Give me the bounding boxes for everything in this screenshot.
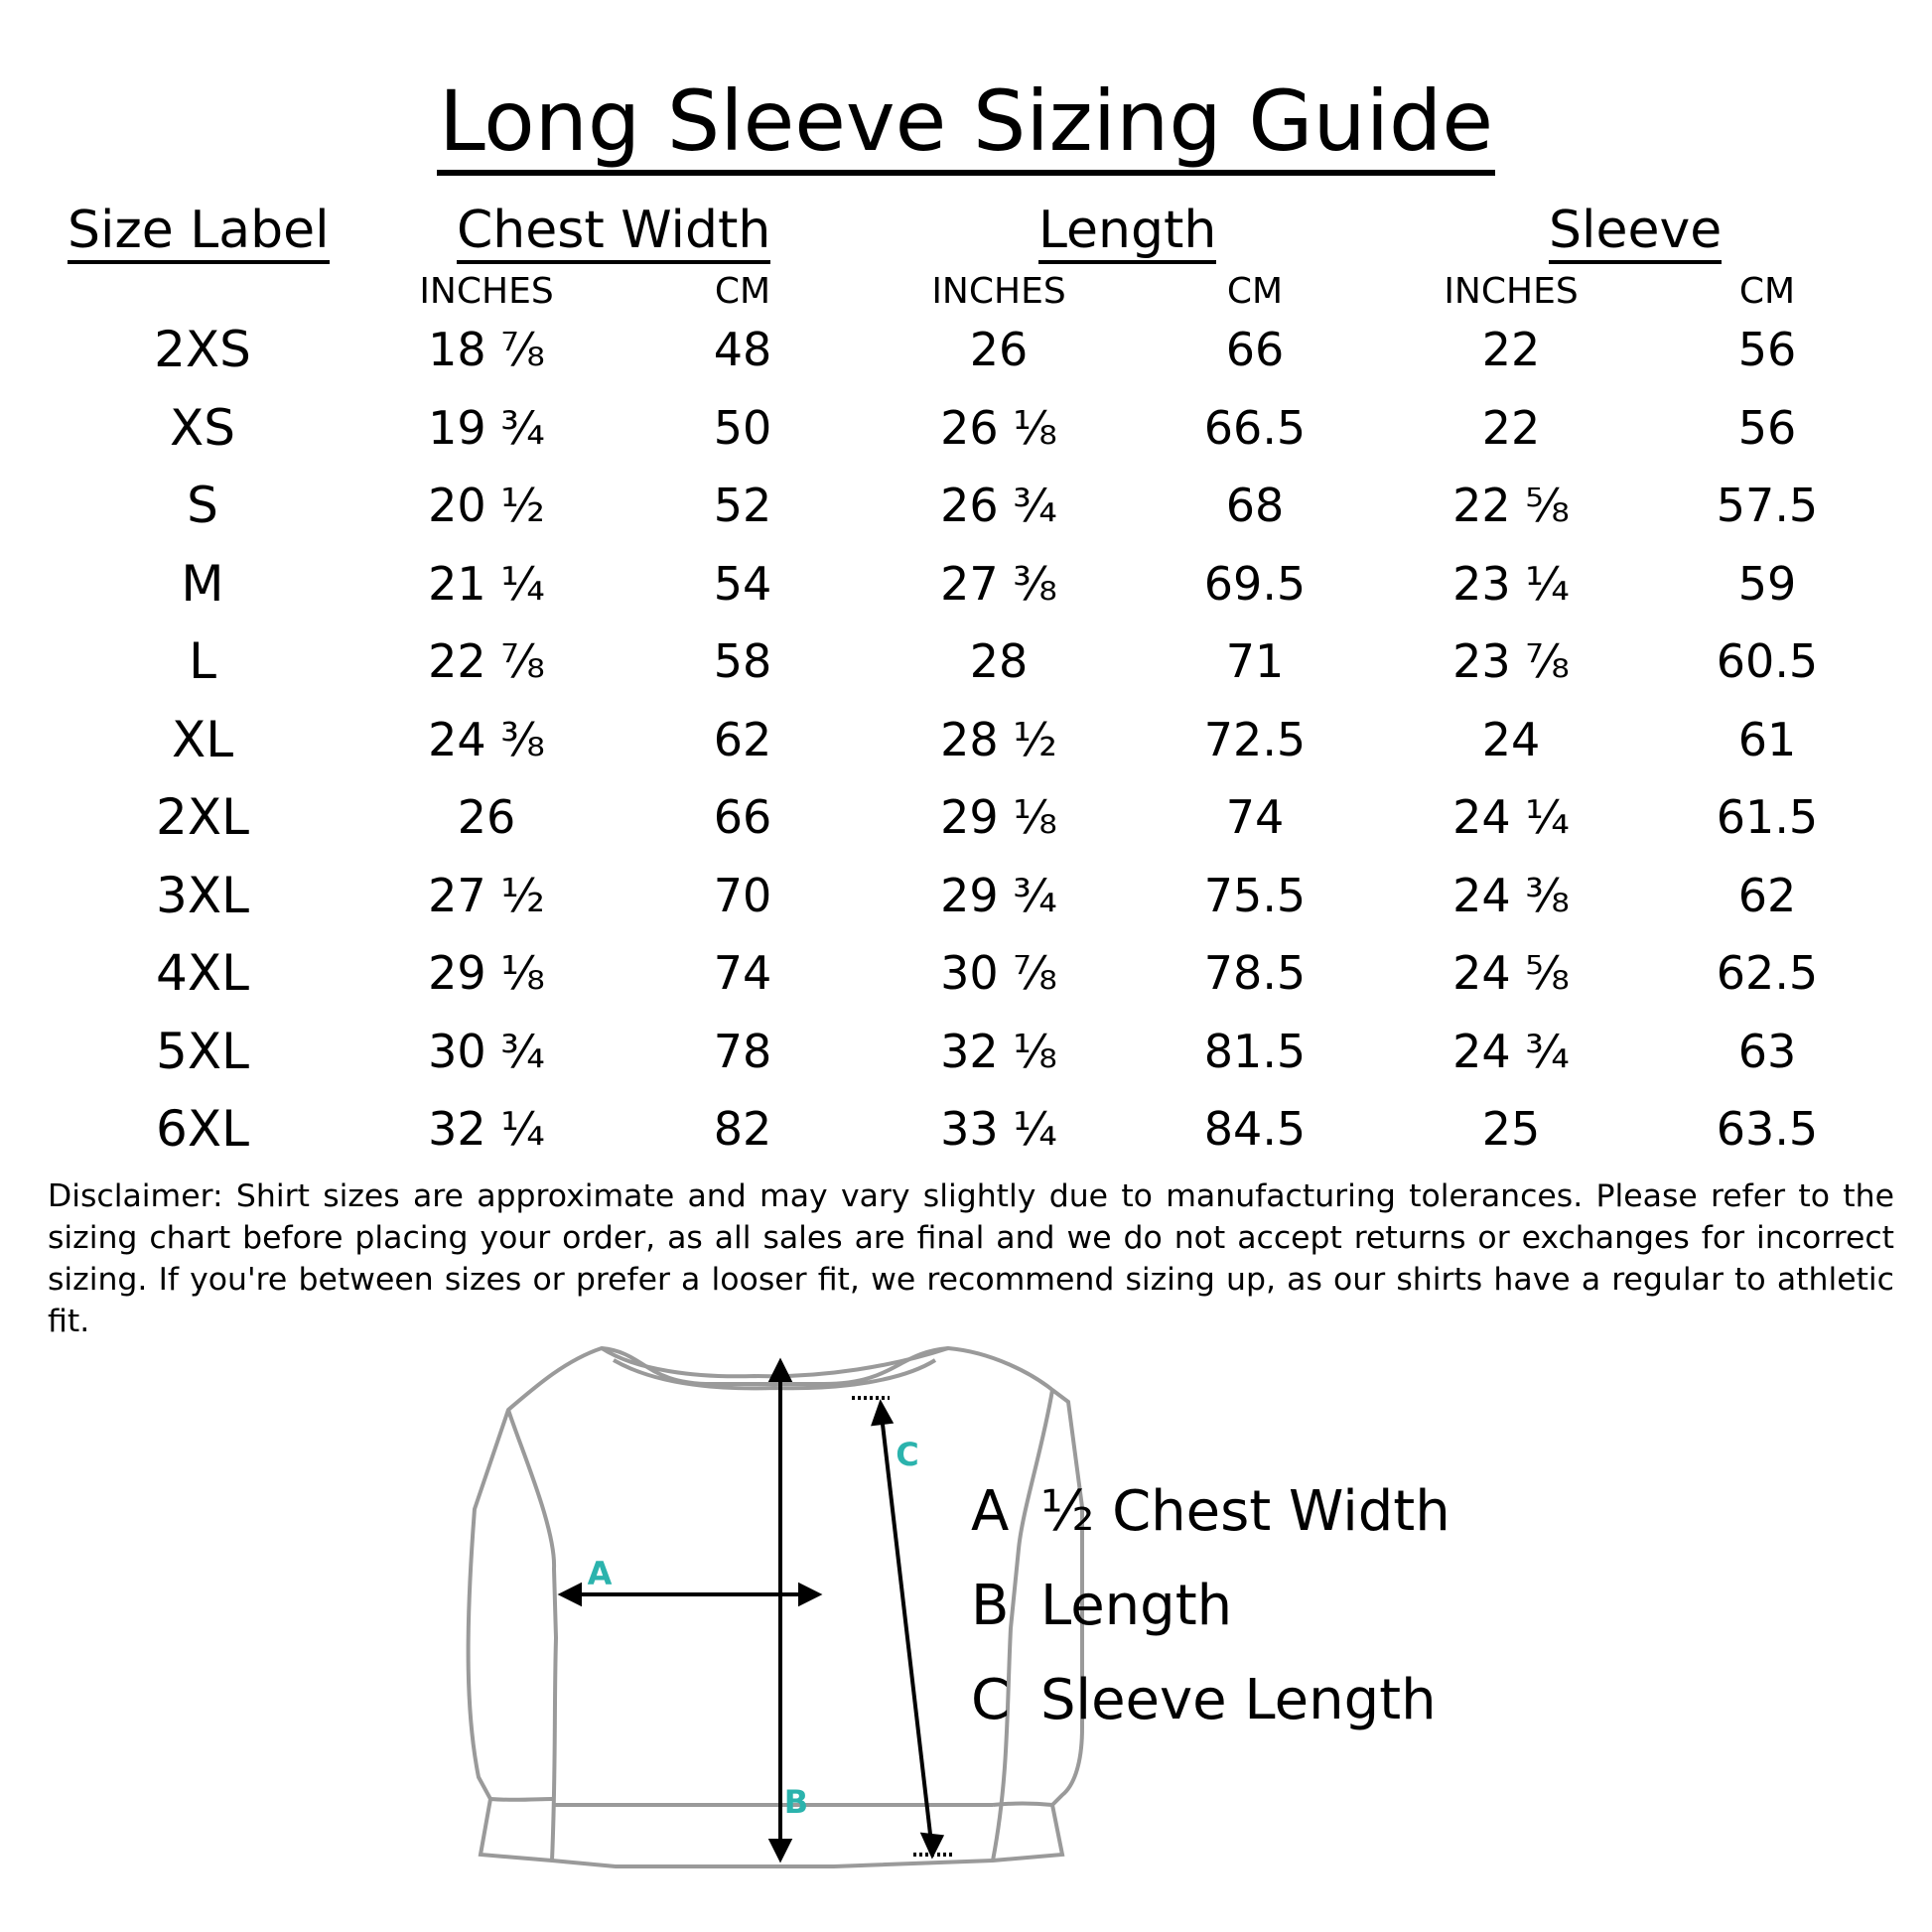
cell-chest-cm: 52 <box>713 479 772 532</box>
header-chest-width: Chest Width <box>457 199 770 262</box>
cell-length-in: 26 ¾ <box>940 479 1057 532</box>
cell-chest-in: 29 ⅛ <box>428 946 545 1000</box>
legend-label: ½ Chest Width <box>1040 1479 1450 1544</box>
cell-length-cm: 69.5 <box>1203 556 1307 611</box>
legend-key: B <box>971 1574 1010 1638</box>
disclaimer-text: Disclaimer: Shirt sizes are approximate and may vary slightly due to manufacturing tolerances. Please refer to the sizing chart before placing your order, as all sales are final and we do not accept returns or exchanges for incorrect sizing. If you're between sizes or prefer a looser fit, we recommend sizing up, as our shirts have a regular to athletic fit. <box>48 1178 1894 1339</box>
cell-chest-in: 19 ¾ <box>428 400 545 455</box>
left-cuff <box>490 1799 552 1800</box>
cell-sleeve-cm: 61.5 <box>1716 790 1819 844</box>
right-cuff <box>993 1804 1052 1806</box>
cell-sleeve-in: 24 ⅝ <box>1452 946 1570 1000</box>
legend-label: Sleeve Length <box>1040 1668 1437 1732</box>
cell-chest-cm: 70 <box>713 868 772 922</box>
cell-length-cm: 74 <box>1225 790 1285 844</box>
cell-chest-in: 22 ⅞ <box>428 634 545 688</box>
cell-chest-in: 27 ½ <box>428 868 545 922</box>
size-label-cell: 6XL <box>156 1100 249 1158</box>
arrow-c-line <box>882 1416 931 1843</box>
cell-sleeve-cm: 62 <box>1737 868 1797 922</box>
size-label-cell: L <box>189 632 216 690</box>
marker-a: A <box>587 1555 613 1592</box>
arrow-a-left-head <box>562 1586 580 1603</box>
cell-length-in: 27 ⅜ <box>940 556 1057 611</box>
arrow-a-right-head <box>800 1586 818 1603</box>
size-label-cell: XL <box>171 710 234 768</box>
arrow-c-bottom-head <box>923 1835 941 1855</box>
size-label-cell: 3XL <box>156 866 249 924</box>
left-sleeve-seam <box>508 1410 556 1861</box>
cell-sleeve-in: 25 <box>1481 1102 1541 1156</box>
measurement-arrows <box>562 1362 953 1859</box>
size-label-cell: 2XS <box>154 321 251 378</box>
cell-length-cm: 72.5 <box>1203 712 1307 766</box>
unit-sleeve-inches: INCHES <box>1444 271 1579 312</box>
header-sleeve: Sleeve <box>1549 199 1722 262</box>
cell-length-in: 29 ⅛ <box>940 790 1057 844</box>
cell-length-cm: 68 <box>1225 479 1285 532</box>
arrow-b-top-head <box>771 1362 789 1380</box>
cell-sleeve-cm: 63 <box>1737 1024 1797 1078</box>
unit-length-cm: CM <box>1226 271 1284 312</box>
unit-chest-inches: INCHES <box>419 271 554 312</box>
cell-length-cm: 84.5 <box>1203 1102 1307 1156</box>
legend-item <box>971 1477 1450 1547</box>
cell-chest-in: 32 ¼ <box>428 1102 545 1156</box>
size-label-cell: M <box>181 554 224 613</box>
unit-sleeve-cm: CM <box>1738 271 1796 312</box>
cell-length-in: 32 ⅛ <box>940 1024 1057 1078</box>
cell-chest-cm: 66 <box>713 790 772 844</box>
cell-chest-in: 20 ½ <box>428 479 545 532</box>
cell-sleeve-cm: 60.5 <box>1716 634 1819 688</box>
cell-chest-cm: 58 <box>713 634 772 688</box>
cell-chest-cm: 50 <box>713 400 772 455</box>
cell-chest-in: 18 ⅞ <box>428 323 545 376</box>
header-size-label: Size Label <box>68 199 330 262</box>
cell-length-cm: 78.5 <box>1203 946 1307 1000</box>
cell-length-in: 33 ¼ <box>940 1102 1057 1156</box>
cell-sleeve-in: 23 ⅞ <box>1452 634 1570 688</box>
cell-sleeve-cm: 56 <box>1737 400 1797 455</box>
cell-sleeve-cm: 63.5 <box>1716 1102 1819 1156</box>
cell-sleeve-cm: 56 <box>1737 323 1797 376</box>
size-label-cell: 4XL <box>156 944 249 1002</box>
cell-chest-cm: 78 <box>713 1024 772 1078</box>
cell-length-cm: 66 <box>1225 323 1285 376</box>
marker-b: B <box>783 1783 809 1821</box>
cell-length-cm: 66.5 <box>1203 400 1307 455</box>
cell-sleeve-cm: 59 <box>1737 556 1797 611</box>
arrow-c-top-head <box>874 1404 891 1424</box>
legend-item <box>971 1572 1232 1641</box>
cell-chest-in: 21 ¼ <box>428 556 545 611</box>
cell-sleeve-in: 24 ¾ <box>1452 1024 1570 1078</box>
legend-item <box>971 1666 1437 1735</box>
unit-length-inches: INCHES <box>931 271 1066 312</box>
cell-length-in: 26 ⅛ <box>940 400 1057 455</box>
cell-chest-in: 30 ¾ <box>428 1024 545 1078</box>
cell-length-cm: 81.5 <box>1203 1024 1307 1078</box>
size-label-cell: 5XL <box>156 1022 249 1080</box>
cell-length-cm: 75.5 <box>1203 868 1307 922</box>
cell-chest-in: 24 ⅜ <box>428 712 545 766</box>
cell-chest-in: 26 <box>457 790 516 844</box>
size-label-cell: S <box>187 477 218 534</box>
marker-c: C <box>896 1436 919 1473</box>
cell-sleeve-cm: 61 <box>1737 712 1797 766</box>
arrow-b-bottom-head <box>771 1841 789 1859</box>
cell-sleeve-in: 22 <box>1481 400 1541 455</box>
cell-length-in: 28 ½ <box>940 712 1057 766</box>
cell-sleeve-in: 24 <box>1481 712 1541 766</box>
cell-length-in: 30 ⅞ <box>940 946 1057 1000</box>
cell-sleeve-in: 24 ¼ <box>1452 790 1570 844</box>
legend-label: Length <box>1040 1574 1233 1638</box>
cell-sleeve-in: 22 <box>1481 323 1541 376</box>
legend-key: A <box>971 1479 1010 1544</box>
unit-chest-cm: CM <box>714 271 771 312</box>
cell-sleeve-cm: 62.5 <box>1716 946 1819 1000</box>
cell-length-in: 28 <box>969 634 1029 688</box>
cell-length-in: 29 ¾ <box>940 868 1057 922</box>
cell-length-cm: 71 <box>1225 634 1285 688</box>
page-title: Long Sleeve Sizing Guide <box>0 71 1932 171</box>
size-label-cell: XS <box>170 398 235 457</box>
cell-chest-cm: 74 <box>713 946 772 1000</box>
cell-sleeve-cm: 57.5 <box>1716 479 1819 532</box>
cell-chest-cm: 62 <box>713 712 772 766</box>
cell-chest-cm: 48 <box>713 323 772 376</box>
legend-key: C <box>971 1668 1011 1732</box>
cell-chest-cm: 54 <box>713 556 772 611</box>
cell-chest-cm: 82 <box>713 1102 772 1156</box>
cell-sleeve-in: 22 ⅝ <box>1452 479 1570 532</box>
header-length: Length <box>1038 199 1216 262</box>
cell-sleeve-in: 23 ¼ <box>1452 556 1570 611</box>
size-label-cell: 2XL <box>156 788 249 846</box>
cell-sleeve-in: 24 ⅜ <box>1452 868 1570 922</box>
cell-length-in: 26 <box>969 323 1029 376</box>
